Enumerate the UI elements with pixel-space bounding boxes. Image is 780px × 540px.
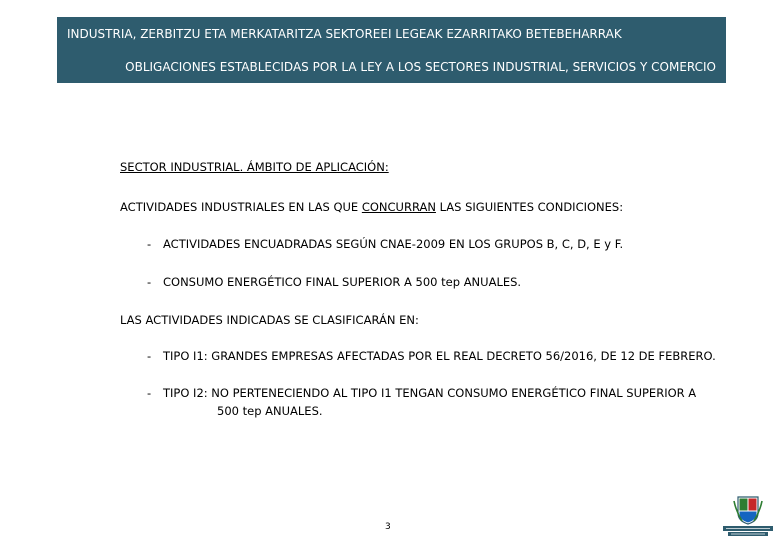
header-title-spanish: OBLIGACIONES ESTABLECIDAS POR LA LEY A LOS SECTORES INDUSTRIAL, SERVICIOS Y COMERCIO: [125, 60, 716, 74]
bullet-dash: -: [147, 237, 152, 251]
intro-text: [120, 200, 623, 214]
header-title-basque: INDUSTRIA, ZERBITZU ETA MERKATARITZA SEKTOREEI LEGEAK EZARRITAKO BETEBEHARRAK: [67, 27, 622, 41]
bullet-dash: -: [147, 386, 152, 400]
type-text: TIPO I1: GRANDES EMPRESAS AFECTADAS POR EL REAL DECRETO 56/2016, DE 12 DE FEBRERO.: [163, 349, 716, 363]
bullet-dash: -: [147, 349, 152, 363]
type-item: [147, 386, 696, 418]
intro-text-after: LAS SIGUIENTES CONDICIONES:: [435, 200, 624, 214]
condition-item: [147, 237, 623, 251]
classify-text: LAS ACTIVIDADES INDICADAS SE CLASIFICARÁN EN:: [120, 313, 419, 327]
type-text: TIPO I2: NO PERTENECIENDO AL TIPO I1 TENGAN CONSUMO ENERGÉTICO FINAL SUPERIOR A: [163, 386, 697, 400]
header-banner: [57, 17, 726, 83]
condition-item: [147, 275, 521, 289]
page-number: 3: [385, 522, 391, 532]
basque-government-logo-icon: [722, 493, 774, 537]
type-item: [147, 349, 716, 363]
intro-text-before: ACTIVIDADES INDUSTRIALES EN LAS QUE: [120, 200, 362, 214]
section-title: SECTOR INDUSTRIAL. ÁMBITO DE APLICACIÓN:: [120, 160, 389, 174]
bullet-dash: -: [147, 275, 152, 289]
intro-text-underlined: CONCURRAN: [361, 200, 436, 214]
condition-text: ACTIVIDADES ENCUADRADAS SEGÚN CNAE-2009 EN LOS GRUPOS B, C, D, E y F.: [163, 237, 624, 251]
condition-text: CONSUMO ENERGÉTICO FINAL SUPERIOR A 500 tep ANUALES.: [163, 275, 522, 289]
type-text-continuation: 500 tep ANUALES.: [217, 404, 323, 418]
